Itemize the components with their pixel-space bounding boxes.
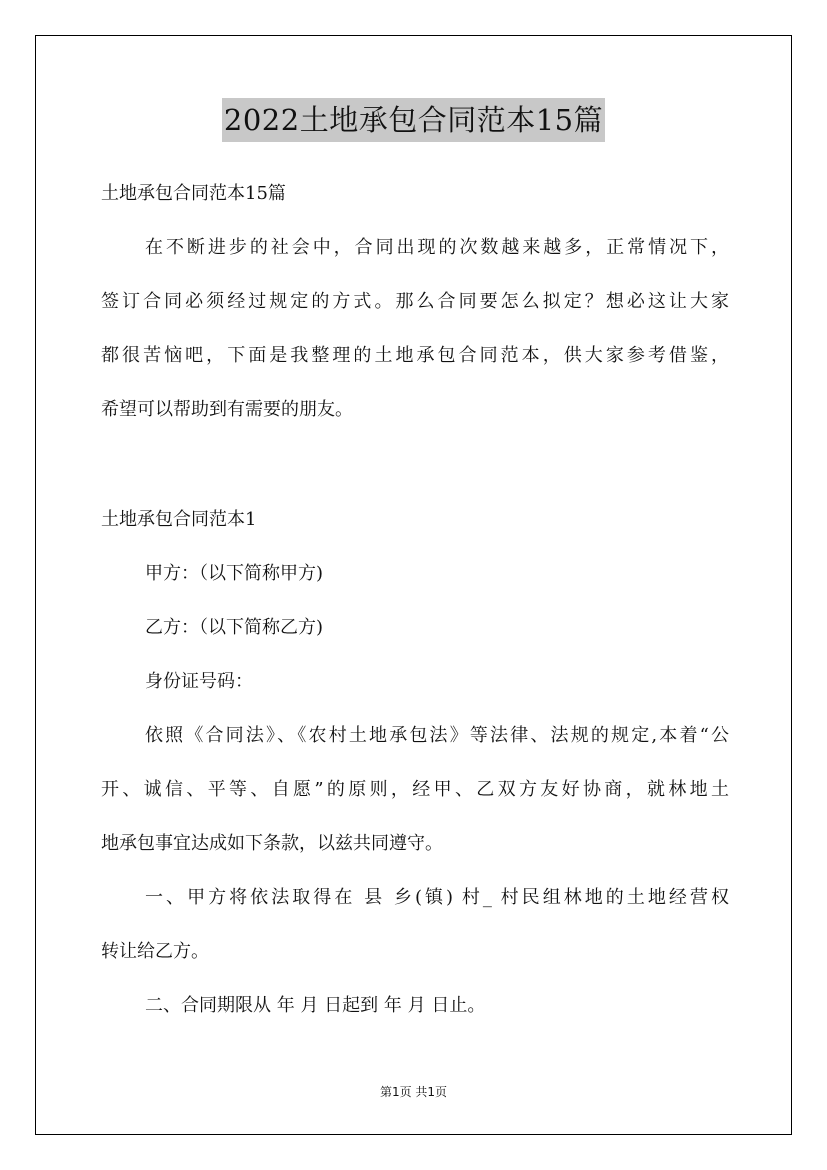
party-a-line: 甲方：（以下简称甲方) (145, 563, 324, 584)
clause-intro-line-2: 开、诚信、平等、自愿”的原则，经甲、乙双方友好协商，就林地土 (101, 779, 729, 800)
page-footer: 第1页 共1页 (379, 1085, 448, 1099)
intro-line-3: 都很苦恼吧，下面是我整理的土地承包合同范本，供大家参考借鉴， (101, 345, 729, 366)
clause-2-line: 二、合同期限从 年 月 日起到 年 月 日止。 (145, 995, 486, 1016)
clause-intro-line-1: 依照《合同法》、《农村土地承包法》等法律、法规的规定,本着“公 (145, 725, 729, 746)
document-title (0, 98, 827, 142)
clause-1-line-1: 一、甲方将依法取得在 县 乡(镇) 村_ 村民组林地的土地经营权 (145, 887, 729, 908)
intro-line-2: 签订合同必须经过规定的方式。那么合同要怎么拟定？想必这让大家 (101, 291, 729, 312)
intro-line-1: 在不断进步的社会中，合同出现的次数越来越多，正常情况下， (145, 237, 729, 258)
document-title-text: 2022土地承包合同范本15篇 (222, 98, 605, 142)
intro-line-4: 希望可以帮助到有需要的朋友。 (101, 399, 353, 420)
document-subtitle: 土地承包合同范本15篇 (101, 183, 286, 204)
party-b-line: 乙方：（以下简称乙方) (145, 617, 324, 638)
clause-intro-line-3: 地承包事宜达成如下条款，以兹共同遵守。 (101, 833, 443, 854)
section-heading: 土地承包合同范本1 (101, 509, 257, 530)
id-number-line: 身份证号码： (145, 671, 253, 692)
clause-1-line-2: 转让给乙方。 (101, 941, 209, 962)
